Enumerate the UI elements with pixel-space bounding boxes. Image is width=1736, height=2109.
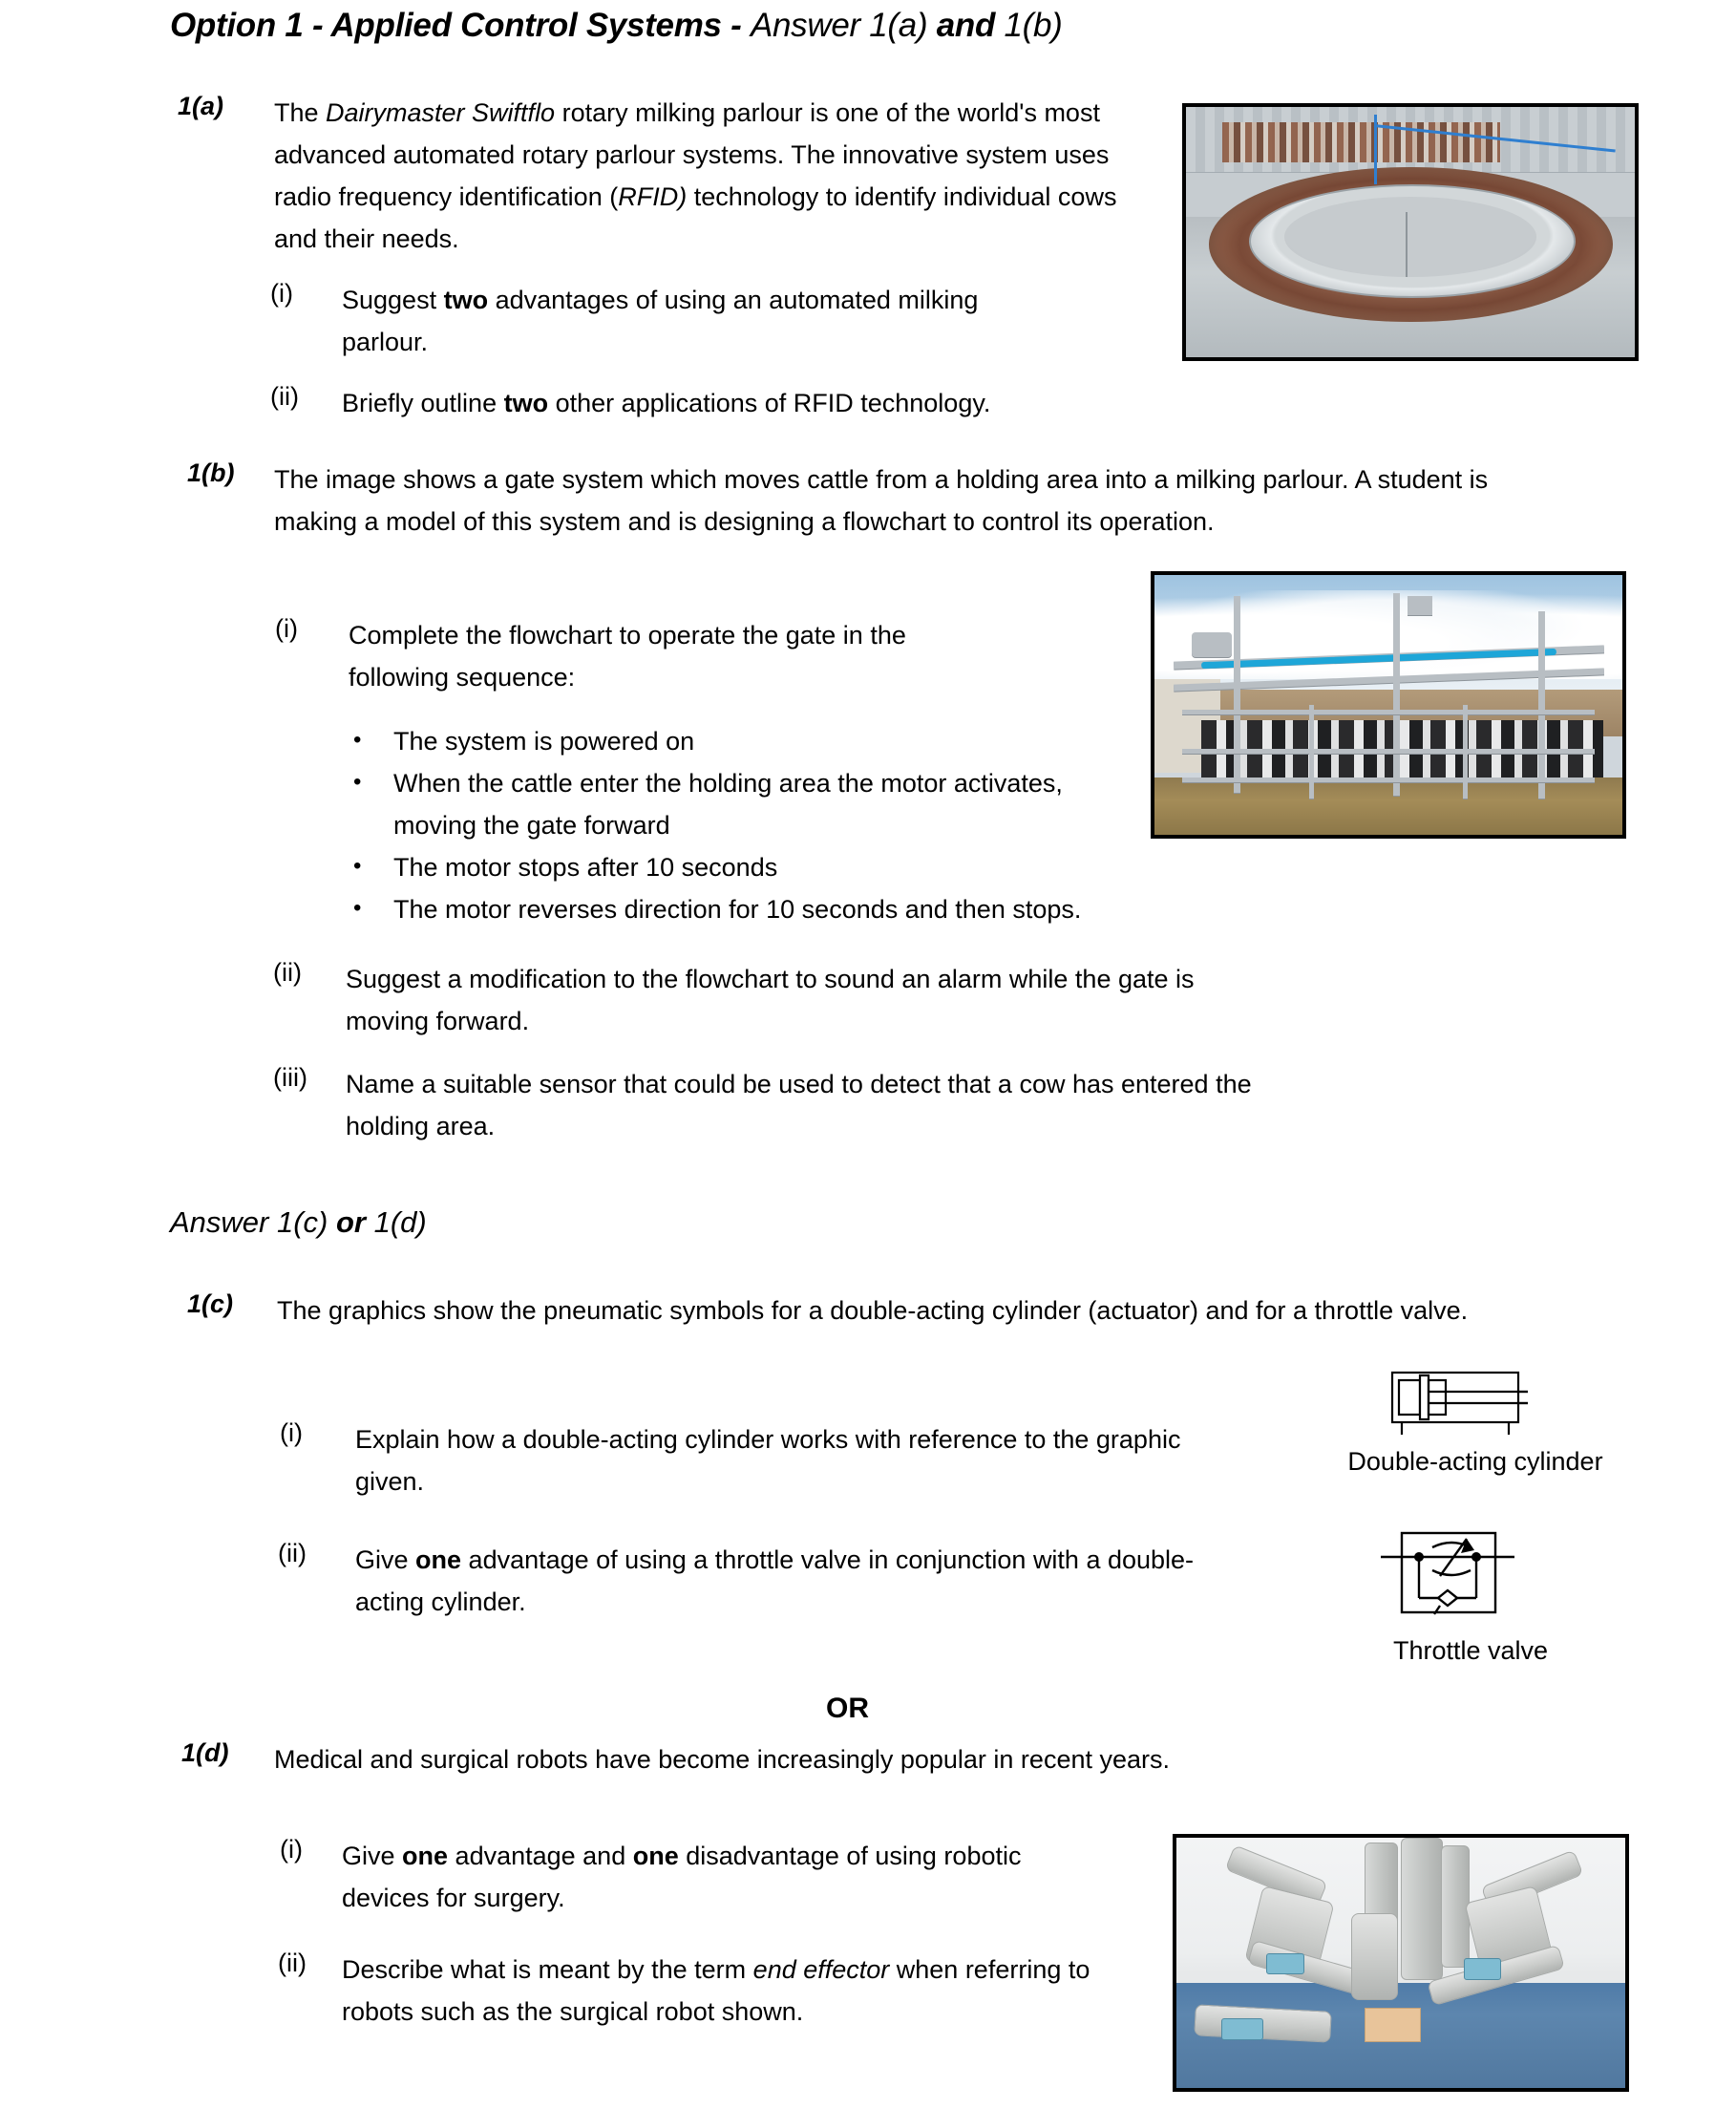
page-title-sub-suffix: 1(b) <box>995 7 1063 44</box>
question-stem-1c: The graphics show the pneumatic symbols for a double-acting cylinder (actuator) and for a throttle valve. <box>277 1296 1469 1325</box>
q1a-i-bold: two <box>443 286 489 314</box>
q1c-ii-part2: advantage of using a throttle valve in conjunction with a double-acting cylinder. <box>355 1545 1195 1616</box>
list-item: • When the cattle enter the holding area the motor activates, moving the gate forward <box>344 762 1146 846</box>
roman-label-1b-i: (i) <box>275 614 298 643</box>
q1a-stem-italic2: RFID) <box>618 182 688 211</box>
q1a-i-part1: Suggest <box>342 286 444 314</box>
answer-cd-bold: or <box>335 1205 366 1239</box>
question-number-1b: 1(b) <box>187 458 235 487</box>
page-title-main: Option 1 - Applied Control Systems <box>170 7 722 44</box>
question-text-1d-i <box>342 1835 1068 1919</box>
q1a-stem-part3: technology to identify individual cows and their needs. <box>274 182 1117 253</box>
question-text-1b-iii: Name a suitable sensor that could be used to detect that a cow has entered the holding area. <box>346 1070 1252 1140</box>
q1c-ii-bold: one <box>415 1545 462 1574</box>
roman-label-1b-ii: (ii) <box>273 958 302 987</box>
roman-label-1c-ii: (ii) <box>278 1539 307 1567</box>
throttle-valve-caption: Throttle valve <box>1392 1636 1549 1665</box>
q1a-ii-part2: other applications of RFID technology. <box>548 389 991 417</box>
question-number-1a: 1(a) <box>178 92 224 120</box>
question-stem-1d: Medical and surgical robots have become increasingly popular in recent years. <box>274 1745 1170 1774</box>
question-text-1d-ii <box>342 1949 1106 2033</box>
roman-label-1c-i: (i) <box>280 1418 303 1447</box>
or-divider-label: OR <box>826 1693 869 1724</box>
q1a-ii-bold: two <box>503 389 549 417</box>
question-text-1a-i <box>342 279 1048 363</box>
page-title-sub <box>751 7 1063 44</box>
cattle-gate-system-photo <box>1151 571 1626 839</box>
roman-label-1d-ii: (ii) <box>278 1949 307 1977</box>
question-text-1c-ii <box>355 1539 1253 1623</box>
rotary-milking-parlour-photo <box>1182 103 1639 361</box>
list-item: • The system is powered on <box>344 720 1146 762</box>
q1d-ii-part1: Describe what is meant by the term <box>342 1955 753 1984</box>
question-number-1c: 1(c) <box>187 1289 234 1318</box>
q1d-ii-part2: when referring to robots such as the surgical robot shown. <box>342 1955 1090 2026</box>
answer-cd-suffix: 1(d) <box>365 1205 427 1239</box>
flowchart-sequence-list <box>344 720 1146 930</box>
roman-label-1d-i: (i) <box>280 1835 303 1864</box>
q1d-i-bold1: one <box>402 1842 449 1870</box>
page-title-sub-prefix: Answer 1(a) <box>750 7 937 44</box>
roman-label-1a-i: (i) <box>270 279 293 308</box>
question-text-1a-ii <box>342 382 1163 424</box>
q1a-ii-part1: Briefly outline <box>342 389 504 417</box>
question-number-1d: 1(d) <box>181 1738 229 1767</box>
double-acting-cylinder-symbol <box>1356 1368 1595 1442</box>
question-text-1b-ii: Suggest a modification to the flowchart to sound an alarm while the gate is moving forward. <box>346 965 1195 1035</box>
q1a-stem-part1: The <box>274 98 327 127</box>
throttle-valve-symbol <box>1354 1507 1593 1630</box>
list-item: • The motor reverses direction for 10 seconds and then stops. <box>344 888 1146 930</box>
double-acting-cylinder-icon <box>1356 1368 1595 1442</box>
roman-label-1b-iii: (iii) <box>273 1063 307 1092</box>
page-title-sub-bold: and <box>936 7 996 44</box>
throttle-valve-icon <box>1354 1507 1593 1630</box>
question-text-1b-i: Complete the flowchart to operate the gate in the following sequence: <box>349 621 906 692</box>
q1d-i-part2: advantage and <box>448 1842 633 1870</box>
surgical-robot-photo <box>1173 1834 1629 2092</box>
q1d-i-bold2: one <box>632 1842 679 1870</box>
section-heading-answer-cd <box>170 1205 427 1240</box>
q1d-i-part3: disadvantage of using robotic devices for surgery. <box>342 1842 1022 1912</box>
double-acting-cylinder-caption: Double-acting cylinder <box>1347 1447 1603 1476</box>
q1d-i-part1: Give <box>342 1842 403 1870</box>
q1d-ii-italic: end effector <box>752 1955 890 1984</box>
page-title-separator: - <box>721 7 751 44</box>
answer-cd-prefix: Answer 1(c) <box>170 1205 336 1239</box>
list-item: • The motor stops after 10 seconds <box>344 846 1146 888</box>
q1a-stem-italic1: Dairymaster Swiftflo <box>326 98 556 127</box>
question-text-1c-i: Explain how a double-acting cylinder works with reference to the graphic given. <box>355 1425 1181 1496</box>
question-stem-1b: The image shows a gate system which moves cattle from a holding area into a milking parlour. A student is making a model of this system and is designing a flowchart to control its operation. <box>274 465 1489 536</box>
question-stem-1a <box>274 92 1133 260</box>
roman-label-1a-ii: (ii) <box>270 382 299 411</box>
page-title <box>170 7 1063 45</box>
q1a-stem-part2: rotary milking parlour is one of the world's most advanced automated rotary parlour systems. The innovative system uses radio frequency identification ( <box>274 98 1110 211</box>
q1c-ii-part1: Give <box>355 1545 416 1574</box>
q1a-i-part2: advantages of using an automated milking parlour. <box>342 286 979 356</box>
